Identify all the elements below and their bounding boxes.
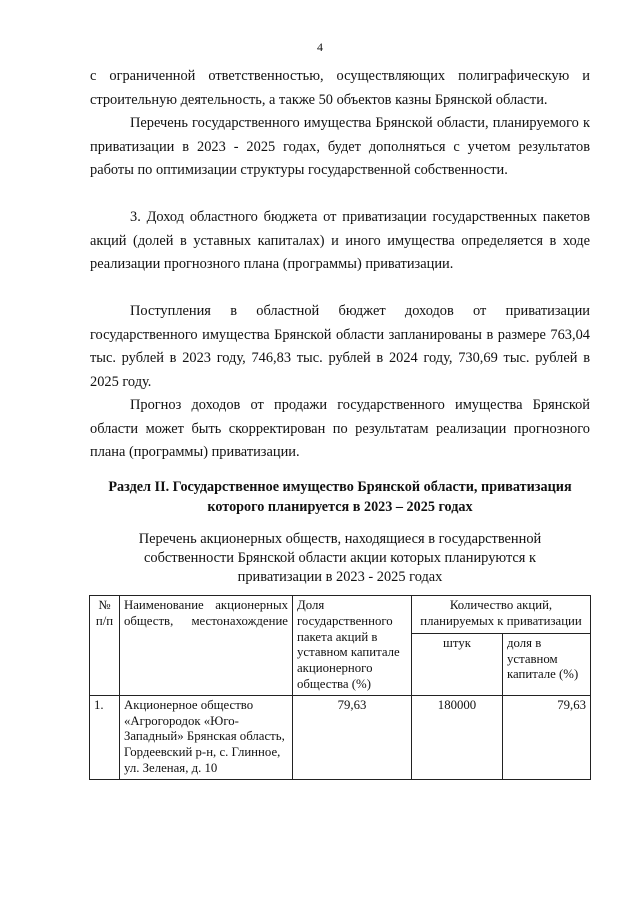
row-share: 79,63 [293, 695, 412, 779]
header-qty-pct: доля в уставном капитале (%) [503, 633, 591, 695]
table-header-row [90, 596, 591, 634]
section-title: Раздел II. Государственное имущество Брянской области, приватизация которого планируется в 2023 – 2025 годах [108, 479, 572, 515]
shares-table [89, 595, 591, 780]
header-num: № п/п [90, 596, 120, 696]
header-qty-group: Количество акций, планируемых к приватизации [412, 596, 591, 634]
table-row [90, 695, 591, 779]
paragraph-1: с ограниченной ответственностью, осуществляющих полиграфическую и строительную деятельность, а также 50 объектов казны Брянской области. [90, 68, 590, 108]
paragraph-2: Перечень государственного имущества Брянской области, планируемого к приватизации в 2023 - 2025 годах, будет дополняться с учетом результатов работы по оптимизации структуры государственной собственности. [90, 115, 590, 178]
row-pcs: 180000 [412, 695, 503, 779]
header-name: Наименование акционерных обществ, местонахождение [120, 596, 293, 696]
paragraph-4: Поступления в областной бюджет доходов от приватизации государственного имущества Брянской области запланированы в размере 763,04 тыс. рублей в 2023 году, 746,83 тыс. рублей в 2024 году, 730,69 тыс. рублей в 2025 году. [90, 303, 590, 390]
list-title: Перечень акционерных обществ, находящиеся в государственной собственности Брянской области акции которых планируются к приватизации в 2023 - 2025 годах [138, 531, 542, 585]
header-share: Доля государственного пакета акций в уставном капитале акционерного общества (%) [293, 596, 412, 696]
row-name: Акционерное общество «Агрогородок «Юго-Западный» Брянская область, Гордеевский р-н, с. Глинное, ул. Зеленая, д. 10 [120, 695, 293, 779]
paragraph-5: Прогноз доходов от продажи государственного имущества Брянской области может быть скорректирован по результатам реализации прогнозного плана (программы) приватизации. [90, 397, 590, 460]
page-number: 4 [317, 40, 323, 54]
row-pct: 79,63 [503, 695, 591, 779]
paragraph-3: 3. Доход областного бюджета от приватизации государственных пакетов акций (долей в уставных капиталах) и иного имущества определяется в ходе реализации прогнозного плана (программы) приватизации. [90, 209, 590, 272]
header-qty-pcs: штук [412, 633, 503, 695]
row-num: 1. [90, 695, 120, 779]
